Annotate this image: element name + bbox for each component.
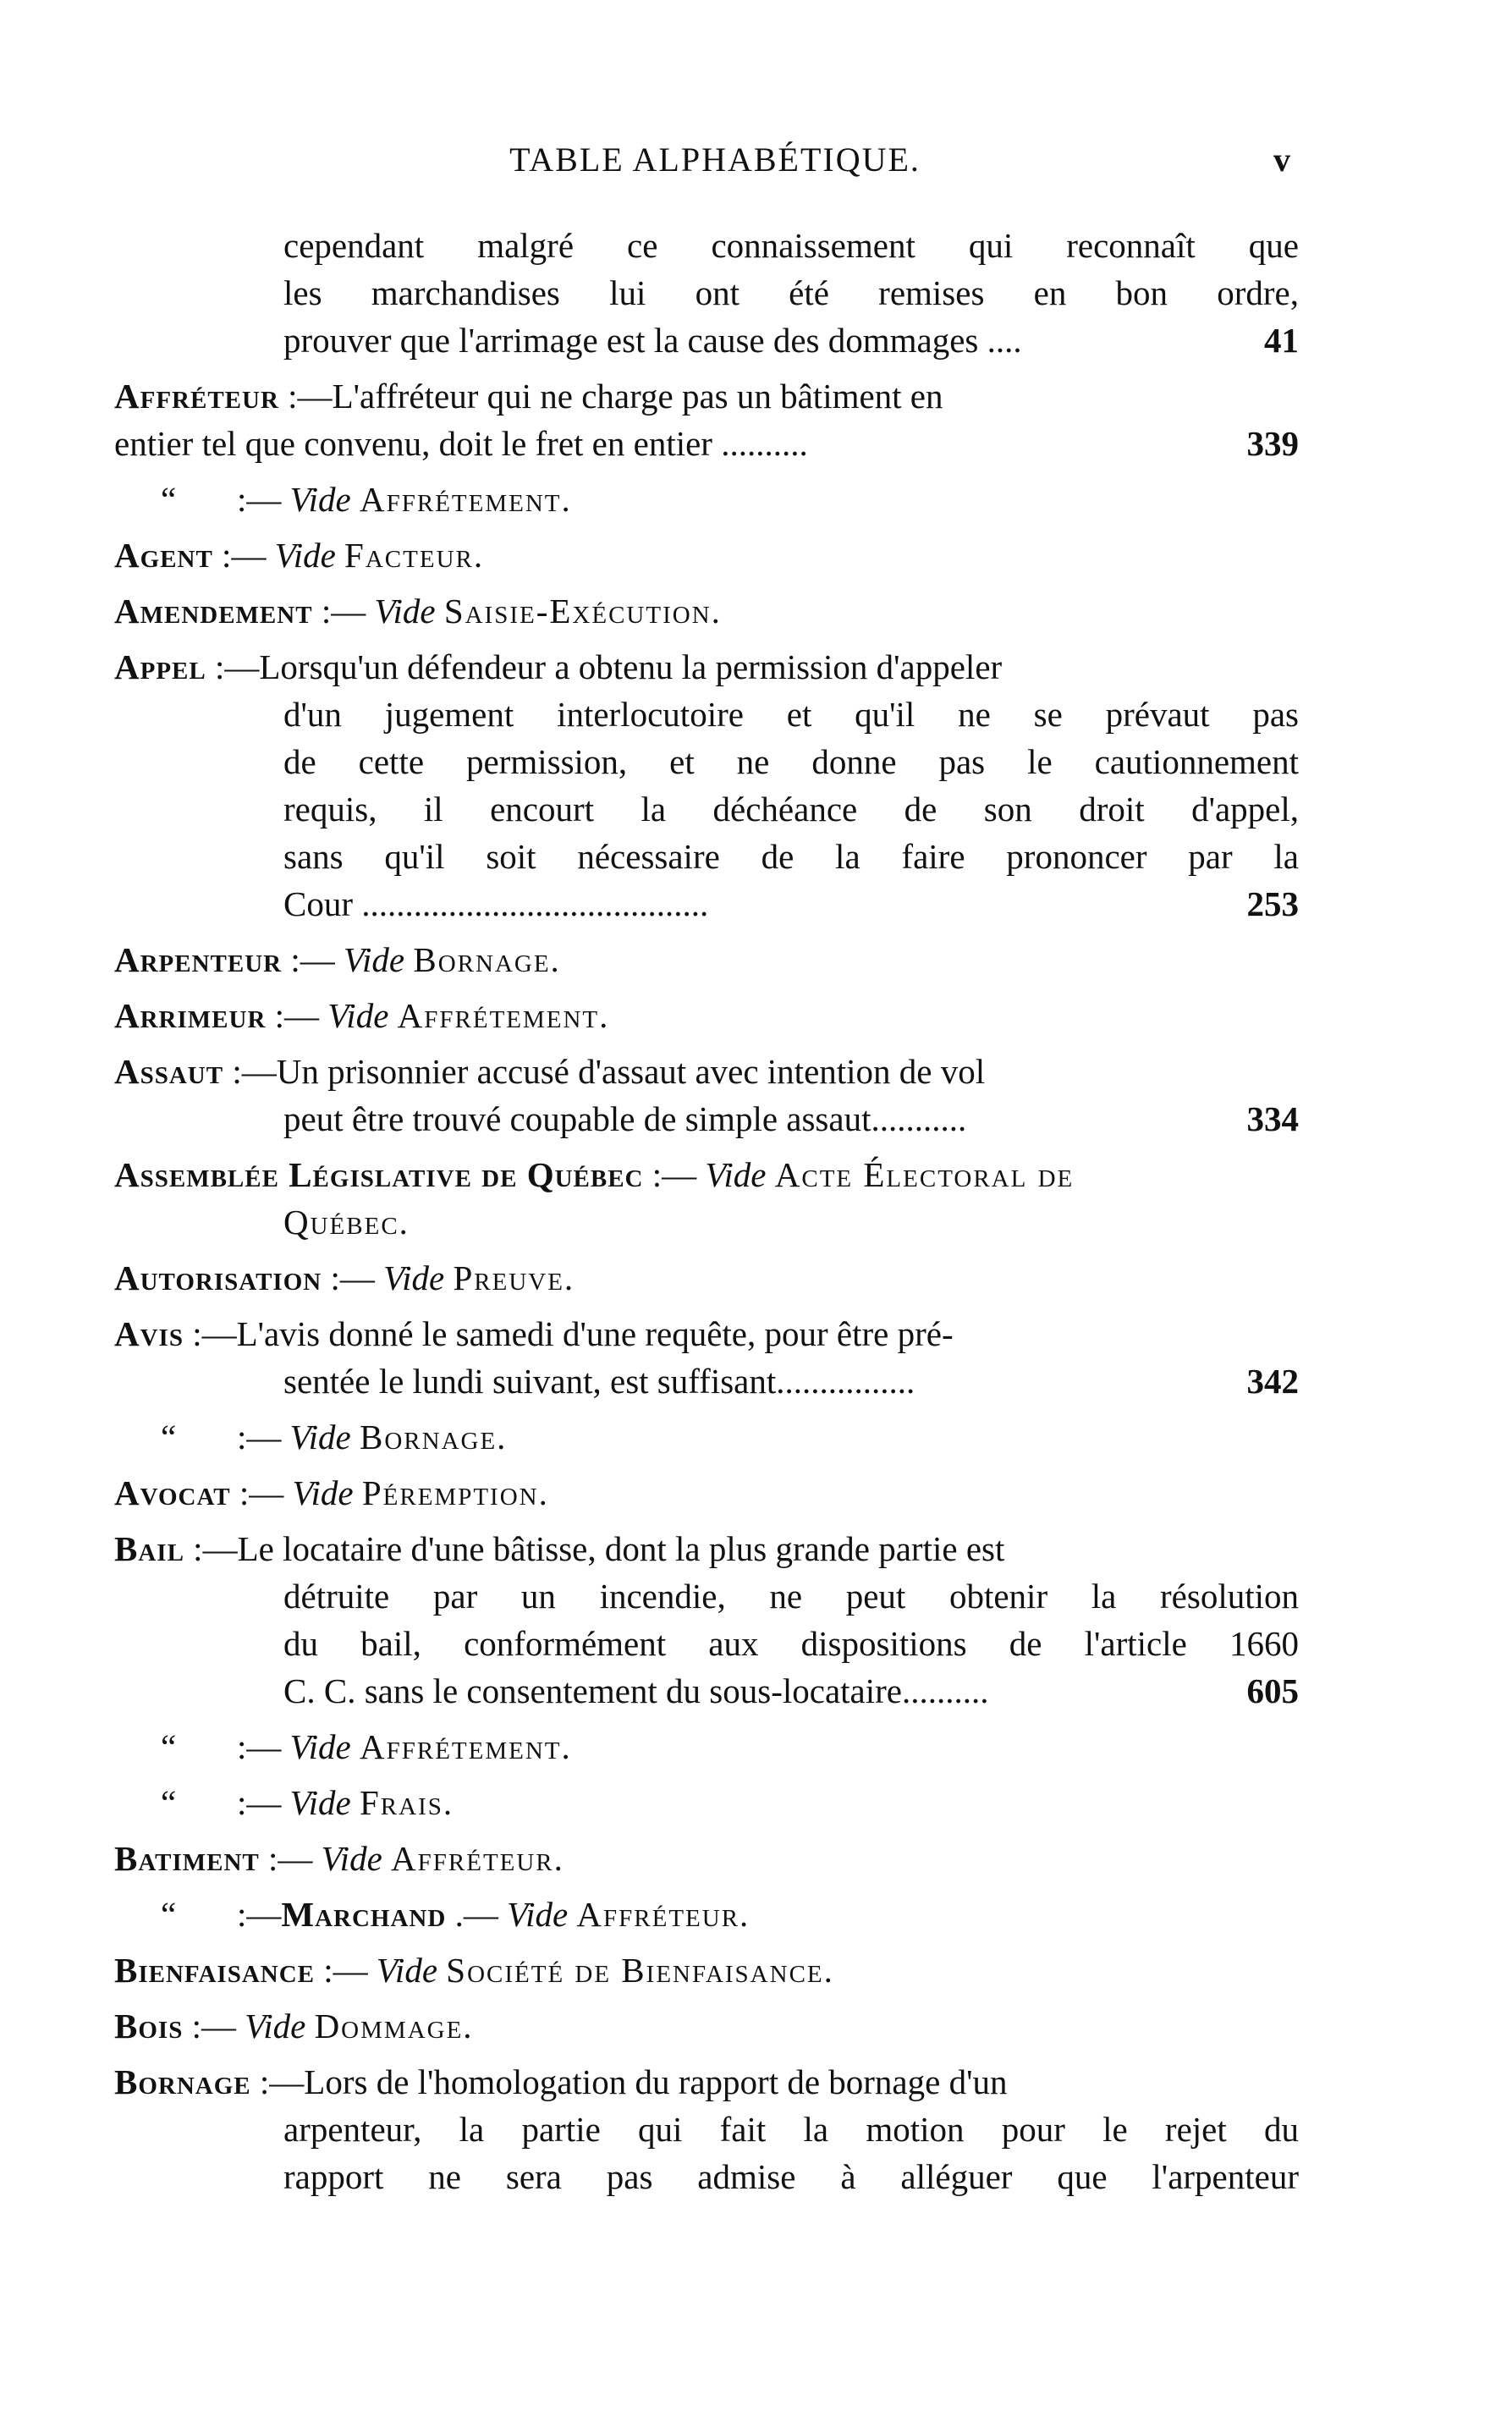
entry-text: peut être trouvé coupable de simple assaut........... <box>283 1099 967 1138</box>
page-number: v <box>1273 140 1290 179</box>
vide-label: Vide <box>245 2007 306 2045</box>
separator: :— <box>237 1895 282 1934</box>
entry-text: Lorsqu'un défendeur a obtenu la permission d'appeler <box>259 647 1003 686</box>
entry-line <box>114 1151 1299 1198</box>
cross-reference: Saisie-Exécution. <box>443 592 722 630</box>
headword: Arrimeur <box>114 996 267 1035</box>
index-entry-ditto <box>114 1779 1299 1826</box>
separator: .— <box>446 1895 498 1934</box>
vide-label: Vide <box>507 1895 569 1934</box>
vide-label: Vide <box>705 1155 767 1194</box>
entry-line <box>114 1095 1299 1142</box>
headword: Arpenteur <box>114 940 283 979</box>
vide-label: Vide <box>292 1473 354 1512</box>
entry-text: entier tel que convenu, doit le fret en entier .......... <box>114 424 808 463</box>
separator: :— <box>282 940 335 979</box>
index-entry-assaut <box>114 1048 1299 1142</box>
entry-line: rapport ne sera pas admise à alléguer que l'arpenteur <box>283 2157 1299 2196</box>
entry-text: prouver que l'arrimage est la cause des dommages .... <box>283 321 1022 360</box>
index-entry-batiment <box>114 1835 1299 1882</box>
page-reference: 253 <box>1246 884 1299 923</box>
entry-text: sentée le lundi suivant, est suffisant................ <box>283 1362 915 1401</box>
separator: :— <box>184 1529 238 1568</box>
ditto-mark: “ <box>161 1783 177 1822</box>
entry-line: requis, il encourt la déchéance de son droit d'appel, <box>283 790 1299 829</box>
entry-text: Lors de l'homologation du rapport de bornage d'un <box>304 2062 1008 2101</box>
entry-line: du bail, conformément aux dispositions de l'article 1660 <box>283 1624 1299 1663</box>
entry-line: les marchandises lui ont été remises en bon ordre, <box>283 273 1299 312</box>
entry-line <box>114 1723 1299 1770</box>
entry-line <box>114 1891 1299 1938</box>
cross-reference-continued: Québec. <box>283 1203 410 1242</box>
index-entry-appel <box>114 643 1299 928</box>
headword: Appel <box>114 647 206 686</box>
headword: Bienfaisance <box>114 1951 316 1990</box>
headword: Assaut <box>114 1052 224 1091</box>
entry-line <box>114 1198 1299 1246</box>
entry-line <box>114 1667 1299 1715</box>
separator: :— <box>259 1839 313 1878</box>
ditto-mark: “ <box>161 480 177 519</box>
entry-line <box>114 992 1299 1039</box>
index-entry-ditto <box>114 1723 1299 1770</box>
entry-line <box>114 1779 1299 1826</box>
running-header <box>0 140 1512 190</box>
page-reference: 334 <box>1246 1099 1299 1138</box>
index-entry-bornage <box>114 2058 1299 2200</box>
entry-line <box>114 643 1299 691</box>
entry-line <box>114 372 1299 420</box>
vide-label: Vide <box>327 996 389 1035</box>
entry-line <box>114 2058 1299 2106</box>
separator: :— <box>315 1951 368 1990</box>
page-reference: 41 <box>1264 321 1299 360</box>
separator: :— <box>183 1314 237 1353</box>
separator: :— <box>212 536 267 575</box>
entry-line: sans qu'il soit nécessaire de la faire prononcer par la <box>283 837 1299 876</box>
vide-label: Vide <box>289 1783 351 1822</box>
entry-line <box>114 1946 1299 1994</box>
separator: :— <box>237 1783 282 1822</box>
entry-line <box>114 1048 1299 1095</box>
vide-label: Vide <box>289 1727 351 1766</box>
headword: Bail <box>114 1529 184 1568</box>
index-entry-continuation <box>114 222 1299 364</box>
index-entry-ditto-marchand <box>114 1891 1299 1938</box>
separator: :— <box>278 377 333 416</box>
ditto-mark: “ <box>161 1418 177 1456</box>
index-entry-arpenteur <box>114 936 1299 983</box>
entry-line <box>114 531 1299 579</box>
entry-text: Le locataire d'une bâtisse, dont la plus grande partie est <box>237 1529 1005 1568</box>
vide-label: Vide <box>383 1258 445 1297</box>
headword: Batiment <box>114 1839 260 1878</box>
page-reference: 342 <box>1246 1362 1299 1401</box>
separator: :— <box>322 1258 375 1297</box>
entry-line: cependant malgré ce connaissement qui reconnaît que <box>283 226 1299 265</box>
headword: Affréteur <box>114 377 279 416</box>
separator: :— <box>643 1155 697 1194</box>
entry-line <box>114 476 1299 523</box>
entry-line <box>114 1357 1299 1405</box>
headword: Avocat <box>114 1473 231 1512</box>
vide-label: Vide <box>376 1951 438 1990</box>
separator: :— <box>183 2007 236 2045</box>
entry-line: arpenteur, la partie qui fait la motion pour le rejet du <box>283 2110 1299 2149</box>
cross-reference: Affrétement. <box>360 480 572 519</box>
cross-reference: Affréteur. <box>391 1839 564 1878</box>
entry-line <box>114 317 1299 364</box>
index-content <box>114 222 1299 2209</box>
cross-reference: Bornage. <box>413 940 561 979</box>
vide-label: Vide <box>289 1418 351 1456</box>
headword: Avis <box>114 1314 184 1353</box>
index-entry-arrimeur <box>114 992 1299 1039</box>
cross-reference: Bornage. <box>360 1418 508 1456</box>
cross-reference: Frais. <box>360 1783 454 1822</box>
index-entry-autorisation <box>114 1254 1299 1302</box>
ditto-mark: “ <box>161 1895 177 1934</box>
entry-line <box>114 420 1299 467</box>
entry-text: Un prisonnier accusé d'assaut avec intention de vol <box>276 1052 986 1091</box>
cross-reference: Péremption. <box>361 1473 549 1512</box>
ditto-mark: “ <box>161 1727 177 1766</box>
entry-line <box>114 880 1299 928</box>
running-title: TABLE ALPHABÉTIQUE. <box>509 140 921 179</box>
entry-line: détruite par un incendie, ne peut obtenir la résolution <box>283 1577 1299 1616</box>
vide-label: Vide <box>274 536 336 575</box>
entry-line <box>114 1310 1299 1357</box>
separator: :— <box>237 480 282 519</box>
headword: Agent <box>114 536 213 575</box>
entry-line <box>114 1254 1299 1302</box>
vide-label: Vide <box>344 940 405 979</box>
entry-line <box>114 1835 1299 1882</box>
entry-line <box>114 587 1299 635</box>
entry-line <box>114 1525 1299 1572</box>
cross-reference: Facteur. <box>344 536 485 575</box>
entry-text: Cour ........................................ <box>283 884 709 923</box>
index-entry-bienfaisance <box>114 1946 1299 1994</box>
entry-line <box>114 1469 1299 1517</box>
vide-label: Vide <box>289 480 351 519</box>
separator: :— <box>237 1727 282 1766</box>
entry-line <box>114 2002 1299 2050</box>
vide-label: Vide <box>321 1839 382 1878</box>
separator: :— <box>312 592 366 630</box>
separator: :— <box>250 2062 305 2101</box>
entry-line: d'un jugement interlocutoire et qu'il ne se prévaut pas <box>283 695 1299 734</box>
page-reference: 605 <box>1246 1671 1299 1710</box>
index-entry-bois <box>114 2002 1299 2050</box>
entry-text: C. C. sans le consentement du sous-locataire.......... <box>283 1671 989 1710</box>
headword: Bornage <box>114 2062 251 2101</box>
index-entry-affreteur <box>114 372 1299 467</box>
separator: :— <box>223 1052 277 1091</box>
index-entry-amendement <box>114 587 1299 635</box>
cross-reference: Affréteur. <box>576 1895 751 1934</box>
headword: Autorisation <box>114 1258 322 1297</box>
vide-label: Vide <box>374 592 436 630</box>
index-entry-avocat <box>114 1469 1299 1517</box>
entry-text: L'avis donné le samedi d'une requête, pour être pré- <box>236 1314 954 1353</box>
entry-text: L'affréteur qui ne charge pas un bâtiment en <box>332 377 943 416</box>
cross-reference: Dommage. <box>314 2007 474 2045</box>
cross-reference: Société de Bienfaisance. <box>446 1951 834 1990</box>
entry-line <box>114 1413 1299 1461</box>
subheading: Marchand <box>281 1895 447 1934</box>
index-entry-assemblee-legislative <box>114 1151 1299 1246</box>
separator: :— <box>230 1473 284 1512</box>
headword: Assemblée Législative de Québec <box>114 1155 644 1194</box>
cross-reference: Preuve. <box>453 1258 575 1297</box>
headword: Amendement <box>114 592 313 630</box>
cross-reference: Affrétement. <box>397 996 610 1035</box>
headword: Bois <box>114 2007 184 2045</box>
index-entry-ditto <box>114 476 1299 523</box>
separator: :— <box>266 996 320 1035</box>
index-entry-ditto <box>114 1413 1299 1461</box>
index-entry-agent <box>114 531 1299 579</box>
page-reference: 339 <box>1246 424 1299 463</box>
index-entry-bail <box>114 1525 1299 1715</box>
cross-reference: Acte Électoral de <box>774 1155 1075 1194</box>
cross-reference: Affrétement. <box>360 1727 572 1766</box>
separator: :— <box>206 647 260 686</box>
index-entry-avis <box>114 1310 1299 1405</box>
entry-line <box>114 936 1299 983</box>
entry-line: de cette permission, et ne donne pas le cautionnement <box>283 742 1299 781</box>
separator: :— <box>237 1418 282 1456</box>
